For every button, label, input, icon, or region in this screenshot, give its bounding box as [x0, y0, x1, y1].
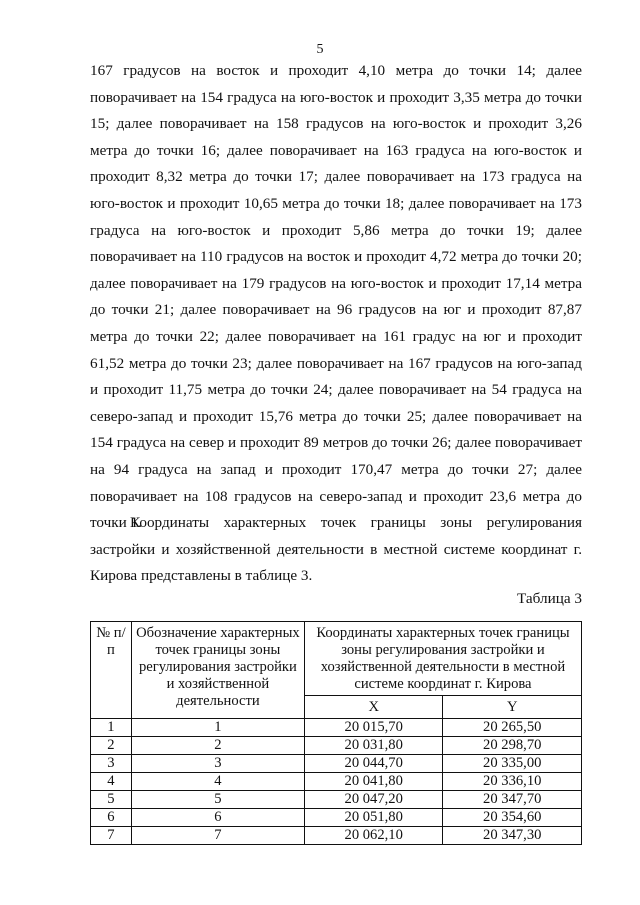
- point-designation-cell: 3: [131, 755, 304, 773]
- table-row: [91, 737, 582, 755]
- y-coordinate-cell: 20 265,50: [443, 719, 582, 737]
- y-coordinate-cell: 20 354,60: [443, 809, 582, 827]
- point-designation-cell: 5: [131, 791, 304, 809]
- header-y: Y: [443, 696, 582, 719]
- point-designation-cell: 7: [131, 827, 304, 845]
- table-caption: Таблица 3: [517, 590, 582, 607]
- row-number-cell: 4: [91, 773, 132, 791]
- header-number: № п/п: [91, 622, 132, 719]
- table-row: [91, 791, 582, 809]
- point-designation-cell: 2: [131, 737, 304, 755]
- header-x: X: [304, 696, 443, 719]
- row-number-cell: 6: [91, 809, 132, 827]
- x-coordinate-cell: 20 041,80: [304, 773, 443, 791]
- coordinates-intro-paragraph: Координаты характерных точек границы зоны регулирования застройки и хозяйственной деятельности в местной системе координат г. Кирова представлены в таблице 3.: [90, 514, 582, 585]
- y-coordinate-cell: 20 347,30: [443, 827, 582, 845]
- table-body: [91, 719, 582, 845]
- row-number-cell: 2: [91, 737, 132, 755]
- route-description-paragraph: 167 градусов на восток и проходит 4,10 метра до точки 14; далее поворачивает на 154 градуса на юго-восток и проходит 3,35 метра до точки 15; далее поворачивает на 158 градусов на юго-восток и проходит 3,26 метра до точки 16; далее поворачивает на 163 градуса на юго-восток и проходит 8,32 метра до точки 17; далее поворачивает на 173 градуса на юго-восток и проходит 10,65 метра до точки 18; далее поворачивает на 173 градуса на юго-восток и проходит 5,86 метра до точки 19; далее поворачивает на 110 градусов на восток и проходит 4,72 метра до точки 20; далее поворачивает на 179 градусов на юго-восток и проходит 17,14 метра до точки 21; далее поворачивает на 96 градусов на юг и проходит 87,87 метра до точки 22; далее поворачивает на 161 градус на юг и проходит 61,52 метра до точки 23; далее поворачивает на 167 градусов на юго-запад и проходит 11,75 метра до точки 24; далее поворачивает на 54 градуса на северо-запад и проходит 15,76 метра до точки 25; далее поворачивает на 154 градуса на север и проходит 89 метров до точки 26; далее поворачивает на 94 градуса на запад и проходит 170,47 метра до точки 27; далее поворачивает на 108 градусов на северо-запад и проходит 23,6 метра до точки 1.: [90, 62, 582, 532]
- table-row: [91, 755, 582, 773]
- x-coordinate-cell: 20 031,80: [304, 737, 443, 755]
- page-number: 5: [316, 42, 324, 57]
- x-coordinate-cell: 20 047,20: [304, 791, 443, 809]
- table-row: [91, 827, 582, 845]
- row-number-cell: 7: [91, 827, 132, 845]
- x-coordinate-cell: 20 051,80: [304, 809, 443, 827]
- header-coordinates: Координаты характерных точек границы зоны регулирования застройки и хозяйственной деятельности в местной системе координат г. Кирова: [304, 622, 581, 696]
- table-row: [91, 773, 582, 791]
- point-designation-cell: 1: [131, 719, 304, 737]
- table-row: [91, 809, 582, 827]
- y-coordinate-cell: 20 298,70: [443, 737, 582, 755]
- y-coordinate-cell: 20 336,10: [443, 773, 582, 791]
- table-row: [91, 719, 582, 737]
- x-coordinate-cell: 20 062,10: [304, 827, 443, 845]
- row-number-cell: 1: [91, 719, 132, 737]
- x-coordinate-cell: 20 044,70: [304, 755, 443, 773]
- y-coordinate-cell: 20 347,70: [443, 791, 582, 809]
- x-coordinate-cell: 20 015,70: [304, 719, 443, 737]
- y-coordinate-cell: 20 335,00: [443, 755, 582, 773]
- row-number-cell: 3: [91, 755, 132, 773]
- point-designation-cell: 6: [131, 809, 304, 827]
- row-number-cell: 5: [91, 791, 132, 809]
- header-point-designation: Обозначение характерных точек границы зоны регулирования застройки и хозяйственной деятельности: [131, 622, 304, 719]
- point-designation-cell: 4: [131, 773, 304, 791]
- coordinates-table: [90, 621, 582, 845]
